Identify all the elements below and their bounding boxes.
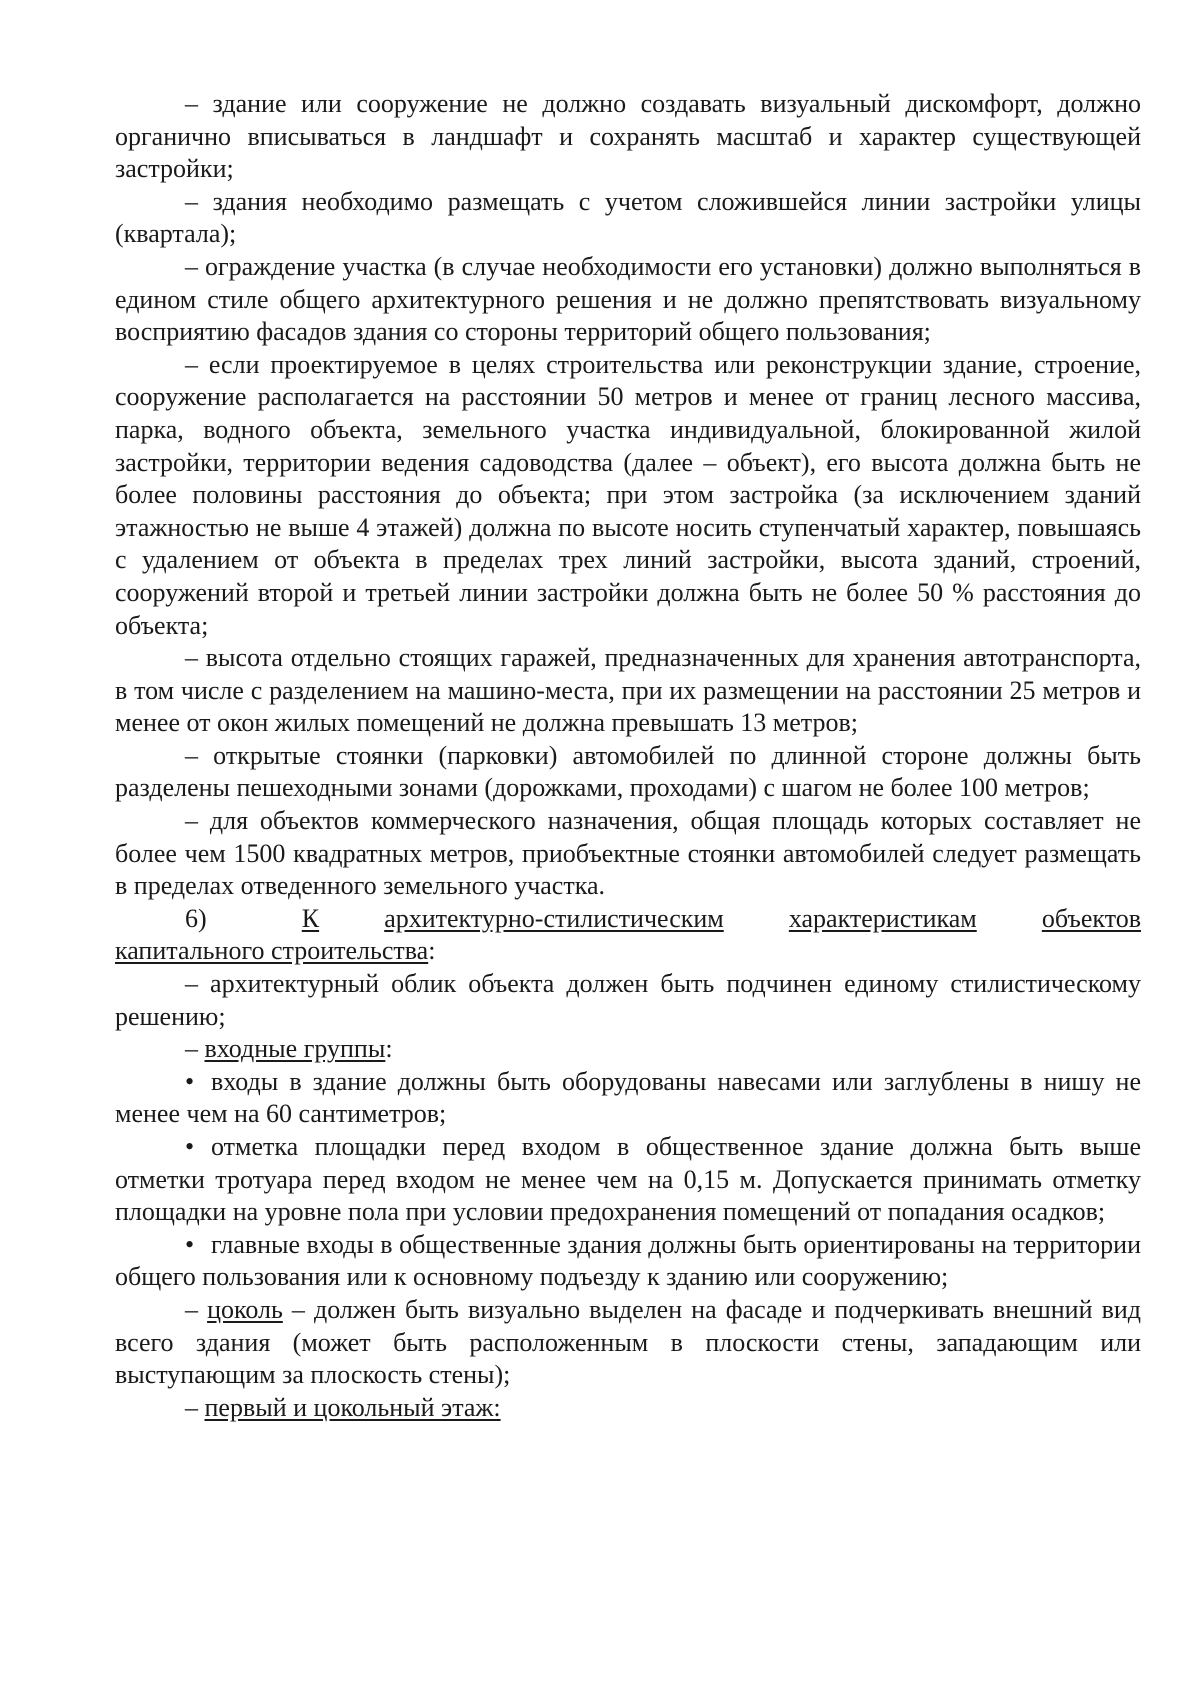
- paragraph-entrance-groups: [115, 1033, 1141, 1066]
- bullet-item-platform-level: [115, 1131, 1141, 1229]
- paragraph-building-line: – здания необходимо размещать с учетом сложившейся линии застройки улицы (квартала);: [115, 186, 1141, 249]
- section-heading-line-2: [115, 935, 1141, 968]
- entrance-groups-term: входные группы: [204, 1034, 386, 1064]
- paragraph-parking: – открытые стоянки (парковки) автомобилей по длинной стороне должны быть разделены пешеходными зонами (дорожками, проходами) с шагом не более 100 метров;: [115, 740, 1141, 803]
- bullet-icon: •: [185, 1132, 195, 1161]
- heading-word-3: характеристикам: [788, 903, 977, 933]
- bullet-text: входы в здание должны быть оборудованы навесами или заглублены в нишу не менее чем на 60 сантиметров;: [115, 1066, 1141, 1129]
- paragraph-fencing: – ограждение участка (в случае необходимости его установки) должно выполняться в едином стиле общего архитектурного решения и не должно препятствовать визуальному восприятию фасадов здания со стороны территорий общего пользования;: [115, 251, 1141, 347]
- bullet-text: отметка площадки перед входом в общественное здание должна быть выше отметки тротуара перед входом не менее чем на 0,15 м. Допускается принимать отметку площадки на уровне пола при условии предохранения помещений от попадания осадков;: [115, 1132, 1141, 1227]
- dash: –: [185, 1392, 205, 1422]
- entrance-groups-tail: :: [385, 1034, 393, 1064]
- heading-line-2-text: капитального строительства: [115, 936, 429, 966]
- bullet-item-canopies: [115, 1066, 1141, 1131]
- dash: –: [185, 1034, 205, 1064]
- heading-colon: :: [428, 936, 436, 966]
- section-heading-line-1: [115, 903, 1141, 936]
- paragraph-first-floor: [115, 1392, 1141, 1425]
- section-heading-6: [115, 903, 1141, 968]
- plinth-term: цоколь: [207, 1294, 283, 1324]
- document-page: [115, 88, 1141, 1424]
- dash: –: [185, 1294, 208, 1324]
- paragraph-plinth: [115, 1294, 1141, 1392]
- plinth-tail: – должен быть визуально выделен на фасаде и подчеркивать внешний вид всего здания (может быть расположенным в плоскости стены, западающим или выступающим за плоскость стены);: [115, 1294, 1142, 1390]
- paragraph-garages: – высота отдельно стоящих гаражей, предназначенных для хранения автотранспорта, в том числе с разделением на машино-места, при их размещении на расстоянии 25 метров и менее от окон жилых помещений не должна превышать 13 метров;: [115, 643, 1141, 738]
- paragraph-height-limits: – если проектируемое в целях строительства или реконструкции здание, строение, сооружение располагается на расстоянии 50 метров и менее от границ лесного массива, парка, водного объекта, земельного участка индивидуальной, блокированной жилой застройки, территории ведения садоводства (далее – объект), его высота должна быть не более половины расстояния до объекта; при этом застройка (за исключением зданий этажностью не выше 4 этажей) должна по высоте носить ступенчатый характер, повышаясь с удалением от объекта в пределах трех линий застройки, высота зданий, строений, сооружений второй и третьей линии застройки должна быть не более 50 % расстояния до объекта;: [115, 349, 1141, 640]
- bullet-icon: •: [185, 1229, 195, 1259]
- heading-word-2: архитектурно-стилистическим: [384, 903, 724, 933]
- heading-word-1: К: [301, 903, 320, 933]
- bullet-icon: •: [185, 1066, 195, 1096]
- bullet-text: главные входы в общественные здания должны быть ориентированы на территории общего пользования или к основному подъезду к зданию или сооружению;: [115, 1229, 1142, 1292]
- paragraph-commercial-parking: – для объектов коммерческого назначения, общая площадь которых составляет не более чем 1500 квадратных метров, приобъектные стоянки автомобилей следует размещать в пределах отведенного земельного участка.: [115, 806, 1141, 901]
- section-number: 6): [185, 903, 207, 933]
- heading-word-4: объектов: [1041, 903, 1141, 933]
- paragraph-visual-comfort: – здание или сооружение не должно создавать визуальный дискомфорт, должно органично вписываться в ландшафт и сохранять масштаб и характер существующей застройки;: [115, 89, 1141, 184]
- bullet-item-main-entrances: [115, 1229, 1141, 1294]
- paragraph-architectural-style: – архитектурный облик объекта должен быть подчинен единому стилистическому решению;: [115, 969, 1141, 1031]
- first-floor-term: первый и цокольный этаж:: [204, 1392, 501, 1422]
